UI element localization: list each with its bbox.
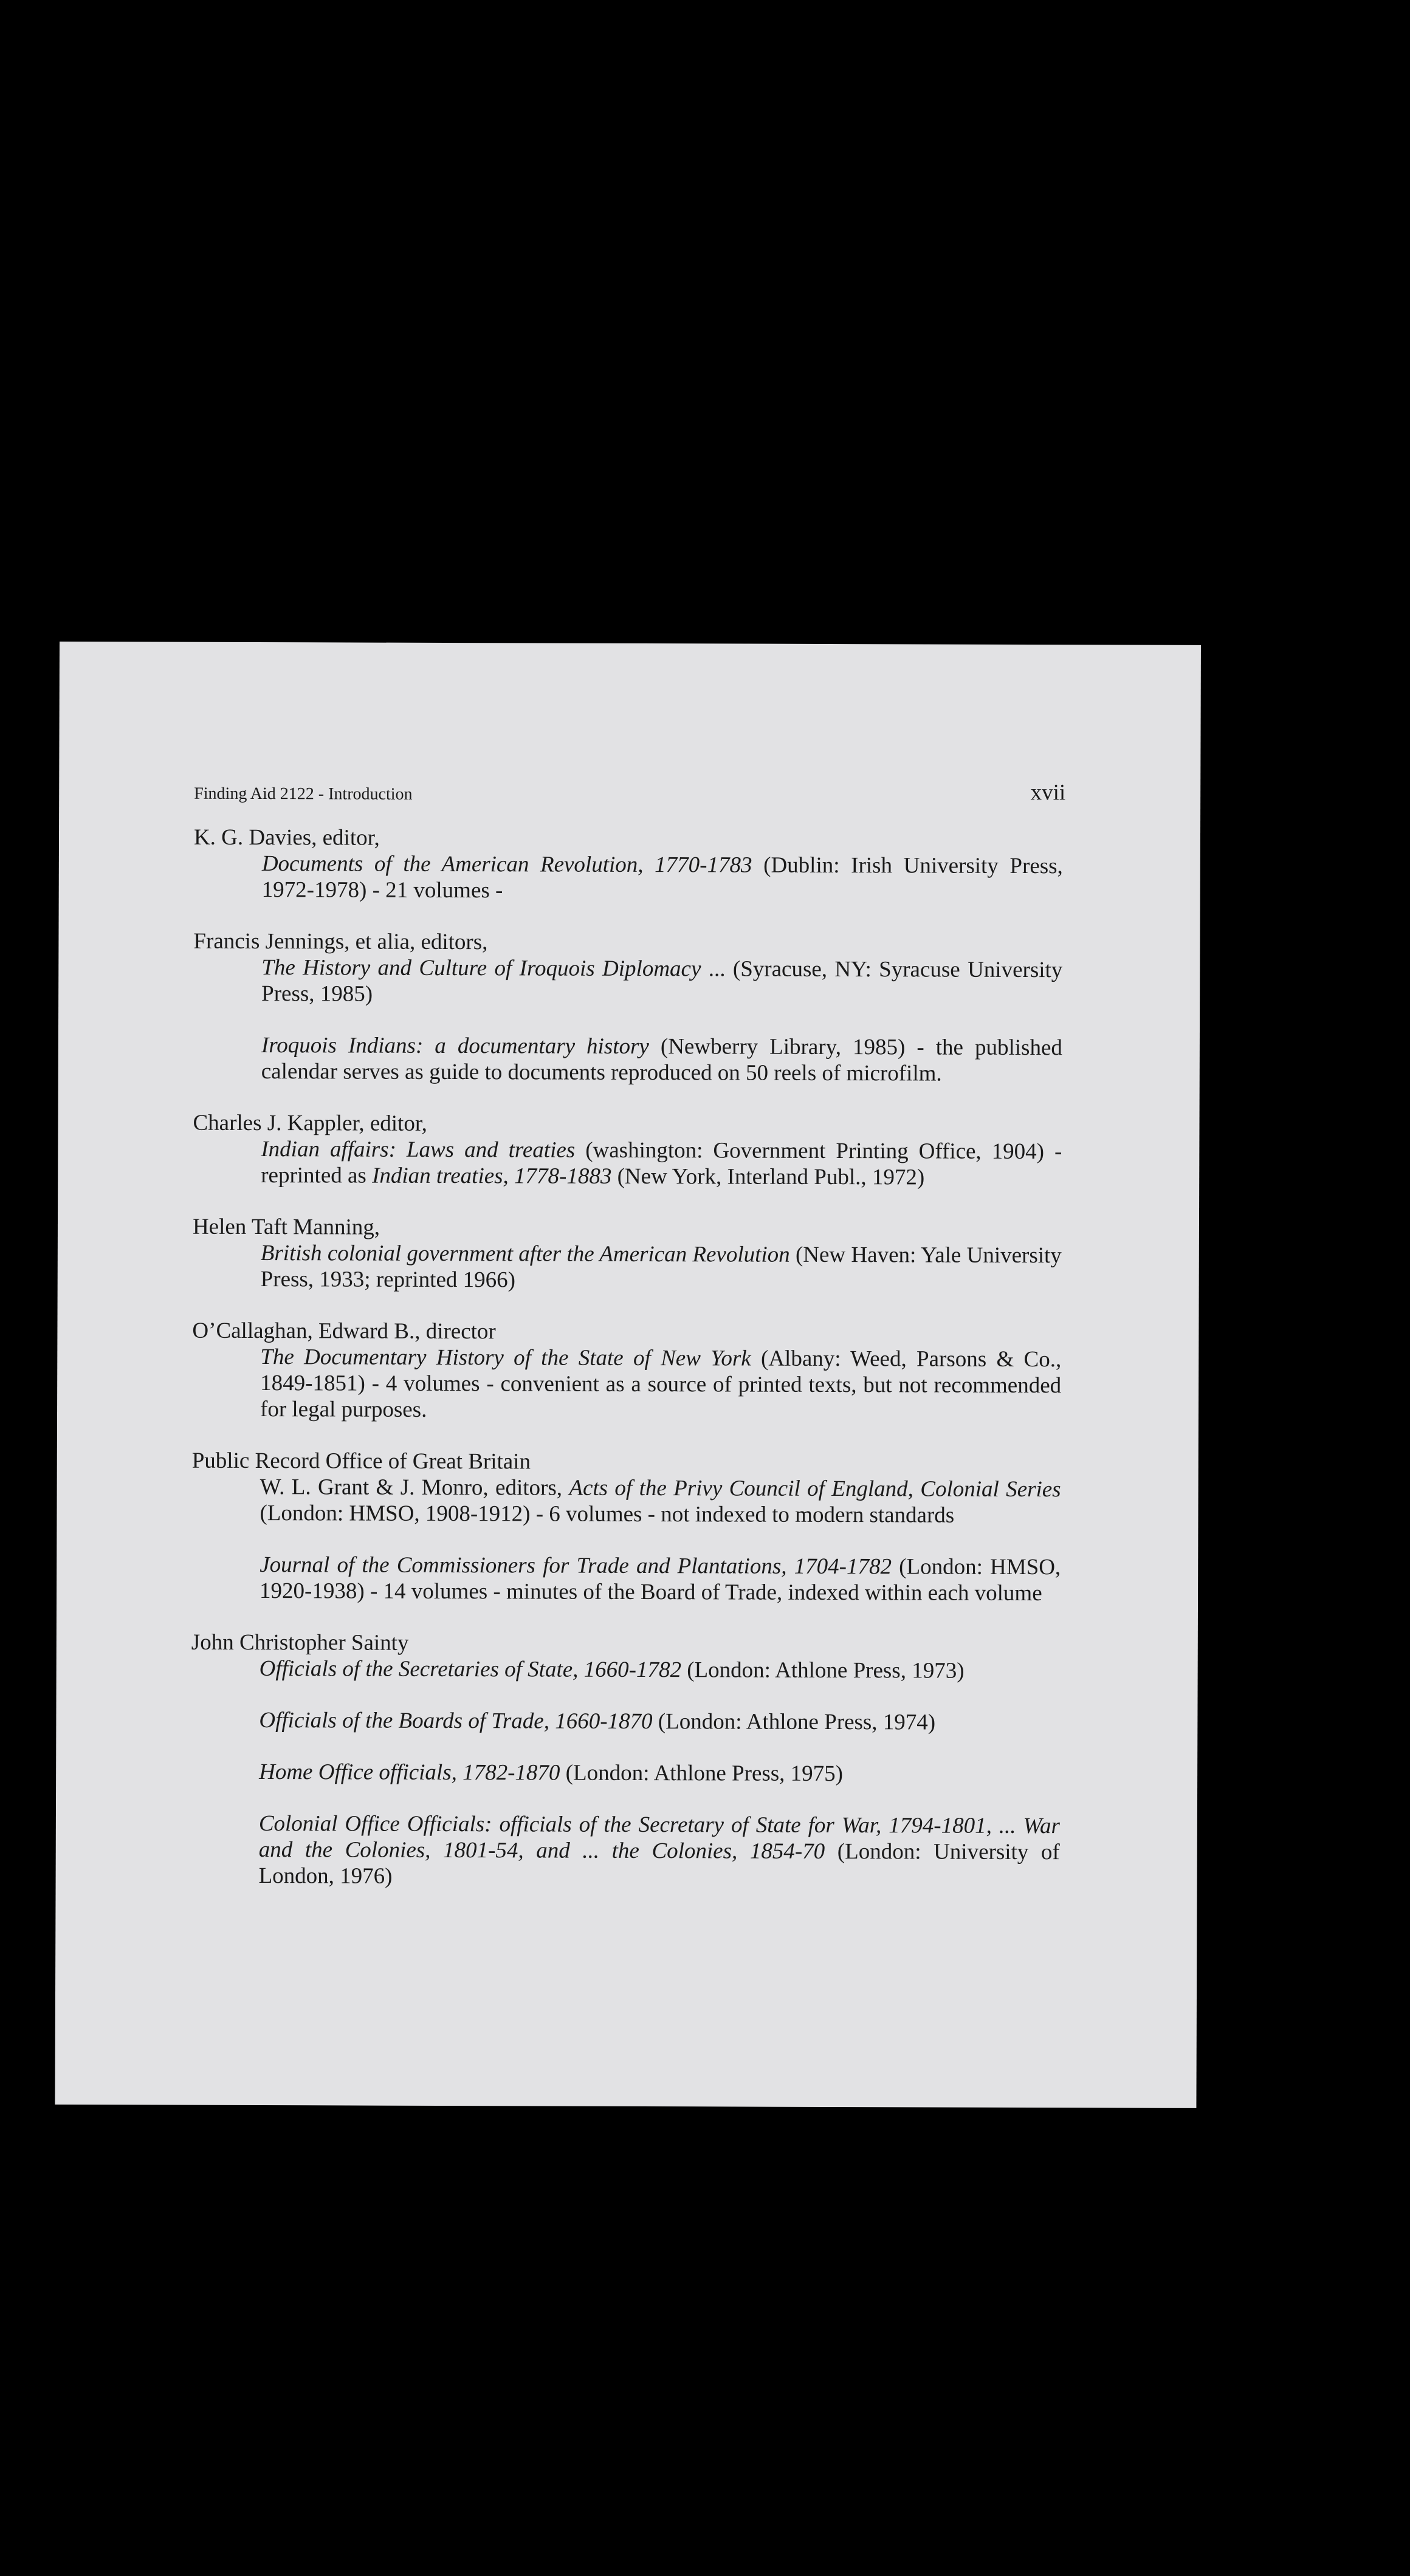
entry-work [259,1707,1060,1736]
work-title: Officials of the Boards of Trade, 1660-1870 [259,1708,653,1735]
work-title: Indian affairs: Laws and treaties [261,1137,576,1163]
entry-work [261,1136,1062,1191]
work-citation: (Albany: Weed, Parsons & Co., 1849-1851) - 4 volumes - convenient as a source of printed texts, but not recommended for legal purposes. [260,1346,1062,1422]
entry-author: O’Callaghan, Edward B., director [192,1318,496,1345]
work-citation: ... (Syracuse, NY: Syracuse University Press, 1985) [261,956,1063,1007]
entry-author: Francis Jennings, et alia, editors, [193,928,488,955]
bibliography-list [190,824,1063,1917]
work-title: British colonial government after the American Revolution [260,1241,790,1267]
work-title: The Documentary History of the State of New York [260,1345,751,1371]
entry-author: Public Record Office of Great Britain [191,1448,531,1475]
work-citation: (Newberry Library, 1985) - the published calendar serves as guide to documents reproduced on 50 reels of microfilm. [261,1034,1062,1086]
work-title: Iroquois Indians: a documentary history [261,1033,649,1060]
page-header [194,777,1065,810]
entry-author: K. G. Davies, editor, [193,824,380,851]
entry-work [260,1552,1061,1606]
work-citation: W. L. Grant & J. Monro, editors, [260,1475,569,1501]
bibliography-entry [194,824,1063,905]
work-citation: (London: HMSO, 1920-1938) - 14 volumes - minutes of the Board of Trade, indexed within each volume [260,1554,1061,1606]
work-title: Journal of the Commissioners for Trade and Plantations, 1704-1782 [260,1552,892,1580]
entry-work [260,1344,1061,1425]
work-citation: (washington: Government Printing Office, 1904) - reprinted as [261,1137,1062,1188]
entry-work [259,1810,1060,1891]
entry-author: Charles J. Kappler, editor, [193,1110,428,1136]
bibliography-entry [193,1110,1062,1191]
work-title: Indian treaties, 1778-1883 [372,1163,612,1189]
entry-author: John Christopher Sainty [191,1629,409,1656]
bibliography-entry [191,1629,1061,1891]
entry-work [261,1240,1062,1295]
entry-work [259,1759,1060,1787]
entry-work [262,851,1063,905]
work-citation: (Dublin: Irish University Press, 1972-1978) - 21 volumes - [261,852,1063,903]
bibliography-entry [193,1214,1062,1295]
document-page [55,642,1201,2108]
bibliography-entry [193,928,1063,1087]
work-title: Acts of the Privy Council of England, Colonial Series [569,1475,1061,1502]
entry-work [260,1474,1061,1529]
entry-work [261,954,1062,1009]
work-citation: (London: Athlone Press, 1975) [560,1760,844,1787]
work-title: Documents of the American Revolution, 1770-1783 [261,851,752,878]
entry-work [260,1656,1061,1684]
work-citation: (London: Athlone Press, 1973) [681,1657,965,1684]
work-title: Home Office officials, 1782-1870 [259,1759,560,1786]
work-title: The History and Culture of Iroquois Diplomacy [261,955,701,982]
work-citation: (London: HMSO, 1908-1912) - 6 volumes - not indexed to modern standards [260,1501,955,1528]
bibliography-entry [192,1318,1062,1425]
work-citation: (New York, Interland Publ., 1972) [611,1163,925,1190]
work-citation: (London: Athlone Press, 1974) [652,1709,936,1735]
work-citation: (New Haven: Yale University Press, 1933; reprinted 1966) [260,1242,1062,1293]
entry-author: Helen Taft Manning, [192,1214,380,1240]
page-number: xvii [1030,780,1066,806]
running-header: Finding Aid 2122 - Introduction [194,784,413,804]
bibliography-entry [191,1448,1061,1606]
entry-work [261,1032,1062,1087]
work-citation: (London: University of London, 1976) [258,1838,1060,1889]
work-title: Officials of the Secretaries of State, 1660-1782 [259,1656,682,1683]
work-title: Colonial Office Officials: officials of the Secretary of State for War, 1794-1801, ... War and the Colonies, 1801-54, and ... the Colonies, 1854-70 [258,1811,1060,1864]
